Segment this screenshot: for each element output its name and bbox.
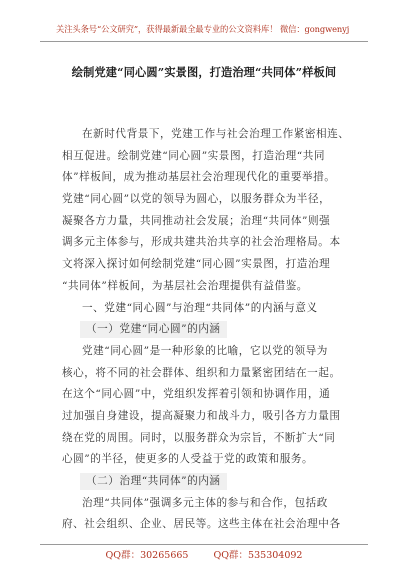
- paragraph-line: 文将深入探讨如何绘制党建“同心圆”实景图，打造治理: [62, 258, 331, 271]
- document-title: 绘制党建“同心圆”实景图，打造治理“共同体”样板间: [71, 65, 337, 79]
- qq-group-2: QQ群：535304092: [213, 550, 303, 561]
- paragraph-line: 心圆”的半径，使更多的人受益于党的政策和服务。: [62, 453, 314, 466]
- paragraph-line: 在新时代背景下，党建工作与社会治理工作紧密相连、: [82, 128, 350, 140]
- footer: [0, 547, 408, 561]
- subsection-heading-row: [62, 471, 368, 493]
- paragraph-line: 党建“同心圆”是一种形象的比喻，它以党的领导为: [82, 344, 328, 357]
- paragraph-line: 体”样板间，成为推动基层社会治理现代化的重要举措。: [62, 171, 336, 184]
- paragraph-line: 在这个“同心圆”中，党组织发挥着引领和协调作用，通: [62, 388, 331, 401]
- subsection-heading-row: [62, 319, 368, 341]
- paragraph-line: 相互促进。绘制党建“同心圆”实景图，打造治理“共同: [62, 149, 326, 162]
- document-body: [62, 124, 368, 536]
- paragraph-line: 核心，将不同的社会群体、组织和力量紧密团结在一起。: [62, 366, 341, 379]
- subsection-heading: （一）党建“同心圆”的内涵: [80, 321, 227, 338]
- subsection-heading: （二）治理“共同体”的内涵: [80, 473, 227, 490]
- paragraph-line: 过加强自身建设，提高凝聚力和战斗力，吸引各方力量围: [62, 409, 341, 422]
- paragraph-line: “共同体”样板间，为基层社会治理提供有益借鉴。: [62, 279, 308, 292]
- paragraph-line: 调多元主体参与，形成共建共治共享的社会治理格局。本: [62, 236, 341, 249]
- paragraph-line: 绕在党的周围。同时，以服务群众为宗旨，不断扩大“同: [62, 431, 336, 444]
- paragraph-line: 党建“同心圆”以党的领导为圆心，以服务群众为半径，: [62, 193, 331, 206]
- header-divider: [40, 41, 368, 42]
- section-heading: 一、党建“同心圆”与治理“共同体”的内涵与意义: [82, 301, 318, 314]
- paragraph-line: 凝聚各方力量，共同推动社会发展；治理“共同体”则强: [62, 214, 331, 227]
- footer-divider: [40, 544, 368, 545]
- qq-group-1: QQ群：30265665: [105, 550, 189, 561]
- paragraph-line: 治理“共同体”强调多元主体的参与和合作，包括政: [82, 496, 328, 509]
- header-banner: 关注头条号“公文研究”，获得最新最全最专业的公文资料库！ 微信：gongwenyj: [56, 24, 350, 34]
- paragraph-line: 府、社会组织、企业、居民等。这些主体在社会治理中各: [62, 518, 341, 531]
